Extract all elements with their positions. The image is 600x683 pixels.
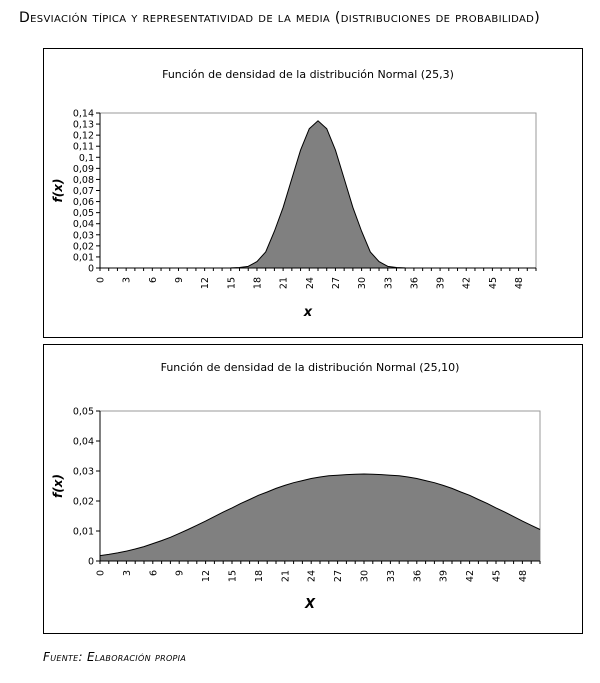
y-tick-label: 0,05	[72, 406, 94, 418]
x-tick-label: 42	[465, 570, 477, 583]
x-tick-label: 48	[514, 277, 526, 290]
y-tick-label: 0,02	[72, 241, 94, 253]
x-tick-label: 27	[330, 277, 342, 290]
y-tick-label: 0,01	[72, 252, 94, 264]
y-tick-label: 0,14	[72, 108, 94, 120]
density-area	[100, 474, 540, 561]
chart-normal-25-10	[43, 344, 583, 634]
x-tick-label: 30	[357, 277, 369, 290]
y-tick-label: 0,04	[72, 436, 94, 448]
x-tick-label: 18	[253, 570, 265, 583]
x-tick-label: 15	[227, 570, 239, 583]
chart-normal-25-3-svg	[44, 49, 582, 337]
y-tick-label: 0,02	[72, 496, 94, 508]
x-tick-label: 36	[412, 570, 424, 583]
y-tick-label: 0,09	[72, 163, 94, 175]
y-tick-label: 0,06	[72, 197, 94, 209]
page-title: Desviación típica y representatividad de la media (distribuciones de probabilidad)	[19, 10, 541, 26]
x-tick-label: 15	[226, 277, 238, 290]
x-tick-label: 33	[385, 570, 397, 583]
y-tick-label: 0	[87, 263, 94, 275]
x-tick-label: 27	[333, 570, 345, 583]
chart-normal-25-10-svg	[44, 345, 582, 633]
x-tick-label: 18	[252, 277, 264, 290]
source-note: Fuente: Elaboración propia	[43, 650, 187, 664]
y-axis-label: f(x)	[51, 474, 65, 498]
chart-normal-25-3	[43, 48, 583, 338]
x-tick-label: 9	[173, 277, 185, 284]
y-axis-label: f(x)	[51, 178, 65, 203]
x-tick-label: 39	[435, 277, 447, 290]
x-tick-label: 45	[491, 570, 503, 583]
x-tick-label: 6	[147, 277, 159, 284]
x-tick-label: 0	[95, 570, 107, 577]
y-tick-label: 0,01	[72, 526, 94, 538]
x-tick-label: 24	[304, 277, 316, 290]
x-axis-label: X	[304, 597, 316, 612]
x-tick-label: 36	[409, 277, 421, 290]
y-tick-label: 0,1	[78, 152, 94, 164]
chart-title: Función de densidad de la distribución Normal (25,3)	[162, 68, 454, 81]
y-tick-label: 0,11	[72, 141, 94, 153]
x-tick-label: 12	[201, 570, 213, 583]
y-tick-label: 0	[87, 556, 94, 568]
y-tick-label: 0,08	[72, 174, 94, 186]
x-tick-label: 24	[306, 570, 318, 583]
y-tick-label: 0,03	[72, 466, 94, 478]
density-area	[100, 121, 536, 268]
x-tick-label: 21	[280, 570, 292, 583]
x-tick-label: 42	[461, 277, 473, 290]
x-tick-label: 48	[517, 570, 529, 583]
chart-title: Función de densidad de la distribución Normal (25,10)	[160, 361, 460, 374]
x-tick-label: 21	[278, 277, 290, 290]
x-tick-label: 0	[95, 277, 107, 284]
y-tick-label: 0,03	[72, 230, 94, 242]
x-tick-label: 9	[174, 570, 186, 577]
x-tick-label: 33	[383, 277, 395, 290]
x-tick-label: 3	[121, 570, 133, 577]
x-tick-label: 3	[121, 277, 133, 284]
y-tick-label: 0,04	[72, 219, 94, 231]
x-axis-label: x	[303, 305, 313, 320]
x-tick-label: 39	[438, 570, 450, 583]
y-tick-label: 0,05	[72, 208, 94, 220]
y-tick-label: 0,07	[72, 186, 94, 197]
y-tick-label: 0,12	[72, 130, 94, 142]
x-tick-label: 30	[359, 570, 371, 583]
x-tick-label: 12	[200, 277, 212, 290]
x-tick-label: 6	[148, 570, 160, 577]
x-tick-label: 45	[487, 277, 499, 290]
y-tick-label: 0,13	[72, 119, 94, 131]
